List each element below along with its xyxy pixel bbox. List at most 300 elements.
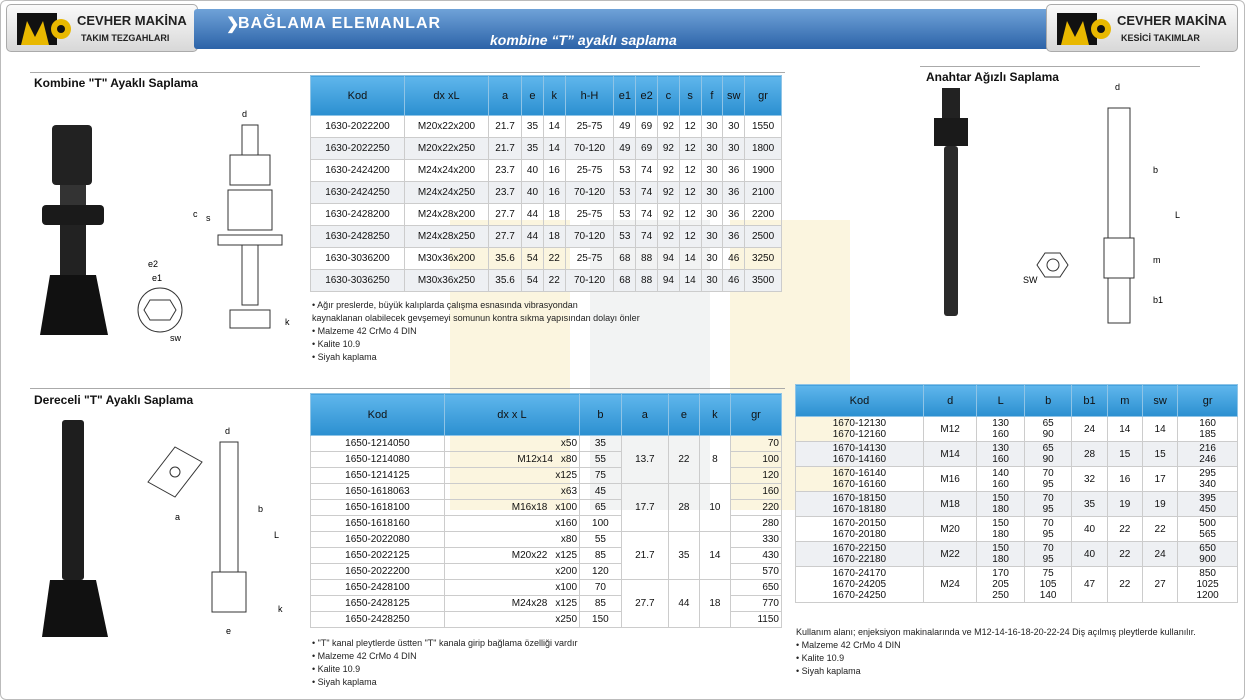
table-row: [796, 467, 1238, 492]
cell-line: 95: [1042, 479, 1054, 490]
table-row: [311, 116, 782, 138]
dereceli-notes: [312, 637, 782, 689]
table-cell: 1650-2022080: [311, 532, 445, 548]
table-cell: 21.7: [489, 116, 522, 138]
cell-line: 1025: [1196, 579, 1219, 590]
column-header: a: [489, 76, 522, 116]
table-cell: 21.7: [621, 532, 668, 580]
cell-line: 250: [992, 590, 1009, 601]
table-cell: M18: [923, 492, 977, 517]
table-cell: [444, 612, 579, 628]
table-cell: 120: [580, 564, 622, 580]
table-cell: 1630-2424250: [311, 182, 405, 204]
table-cell: [444, 452, 579, 468]
table-cell: [796, 467, 924, 492]
column-header: e1: [614, 76, 636, 116]
table-cell: 92: [658, 182, 680, 204]
cell-line: 500: [1199, 518, 1216, 529]
note-line: • Kalite 10.9: [312, 664, 361, 674]
brand-logo-icon: [1055, 11, 1113, 47]
note-line: • "T" kanal pleytlerde üstten "T" kanala girip bağlama özelliği vardır: [312, 638, 578, 648]
title-band: [194, 9, 1052, 49]
table-cell: 40: [522, 160, 544, 182]
table-cell: 150: [580, 612, 622, 628]
length-label: x50: [560, 438, 578, 449]
table-cell: 1630-2022250: [311, 138, 405, 160]
cell-line: 180: [992, 554, 1009, 565]
table-cell: 18: [543, 204, 565, 226]
column-header: b: [1024, 385, 1071, 417]
brand-sub-left: TAKIM TEZGAHLARI: [81, 33, 170, 43]
table-cell: 94: [658, 248, 680, 270]
column-header: e2: [636, 76, 658, 116]
svg-text:L: L: [1175, 210, 1181, 220]
table-cell: 36: [723, 160, 745, 182]
table-cell: 40: [1072, 542, 1107, 567]
table-cell: 88: [636, 248, 658, 270]
kombine-table: [310, 75, 782, 292]
cell-line: 1670-14160: [832, 454, 887, 465]
column-header: b: [580, 394, 622, 436]
cell-line: 95: [1042, 504, 1054, 515]
column-header: e: [522, 76, 544, 116]
svg-text:k: k: [285, 317, 290, 327]
table-cell: 44: [522, 226, 544, 248]
table-cell: 55: [580, 452, 622, 468]
table-cell: 46: [723, 248, 745, 270]
table-cell: 22: [668, 436, 699, 484]
table-cell: 22: [1142, 517, 1177, 542]
table-row: [796, 517, 1238, 542]
table-cell: 10: [699, 484, 730, 532]
table-cell: 25-75: [565, 116, 614, 138]
anahtar-notes: [796, 626, 1241, 678]
cell-line: 1670-14130: [832, 443, 887, 454]
column-header: f: [701, 76, 723, 116]
cell-line: 95: [1042, 554, 1054, 565]
kombine-drawing: [30, 95, 310, 355]
dereceli-table: [310, 393, 782, 628]
table-cell: 40: [1072, 517, 1107, 542]
table-cell: 1650-1618063: [311, 484, 445, 500]
table-cell: 85: [580, 548, 622, 564]
table-cell: [444, 596, 579, 612]
cell-line: 450: [1199, 504, 1216, 515]
svg-text:s: s: [206, 213, 211, 223]
table-cell: [796, 542, 924, 567]
table-cell: 32: [1072, 467, 1107, 492]
table-cell: M20x22x250: [404, 138, 488, 160]
table-cell: 17.7: [621, 484, 668, 532]
table-cell: 70-120: [565, 182, 614, 204]
table-cell: [796, 442, 924, 467]
table-cell: 22: [1107, 517, 1142, 542]
table-cell: 13.7: [621, 436, 668, 484]
table-cell: 36: [723, 226, 745, 248]
cell-line: 185: [1199, 429, 1216, 440]
table-cell: 92: [658, 204, 680, 226]
column-header: e: [668, 394, 699, 436]
table-cell: 49: [614, 116, 636, 138]
svg-text:d: d: [225, 426, 231, 436]
table-cell: 40: [522, 182, 544, 204]
table-row: [311, 182, 782, 204]
dx-label: M16x18: [511, 502, 548, 513]
table-cell: 47: [1072, 567, 1107, 603]
dx-label: M12x14: [517, 454, 553, 465]
dx-label: M20x22: [511, 550, 548, 561]
table-cell: 74: [636, 204, 658, 226]
table-cell: 330: [730, 532, 781, 548]
cell-line: 1200: [1196, 590, 1219, 601]
table-cell: 54: [522, 270, 544, 292]
cell-line: 160: [992, 479, 1009, 490]
column-header: k: [699, 394, 730, 436]
table-cell: [444, 468, 579, 484]
table-cell: 220: [730, 500, 781, 516]
table-cell: 30: [701, 138, 723, 160]
table-cell: [1178, 517, 1238, 542]
table-cell: 16: [543, 160, 565, 182]
table-cell: 54: [522, 248, 544, 270]
table-cell: 68: [614, 270, 636, 292]
cell-line: 150: [992, 493, 1009, 504]
table-cell: 1650-1214080: [311, 452, 445, 468]
table-cell: [1178, 417, 1238, 442]
table-cell: 570: [730, 564, 781, 580]
cell-line: 140: [992, 468, 1009, 479]
table-cell: 15: [1107, 442, 1142, 467]
table-cell: 1650-1618160: [311, 516, 445, 532]
cell-line: 1670-16160: [832, 479, 887, 490]
table-cell: 35.6: [489, 270, 522, 292]
cell-line: 130: [992, 443, 1009, 454]
cell-line: 1670-12130: [832, 418, 887, 429]
column-header: dx x L: [444, 394, 579, 436]
table-cell: 1630-2022200: [311, 116, 405, 138]
length-label: x125: [555, 470, 578, 481]
table-cell: 85: [580, 596, 622, 612]
svg-text:b: b: [258, 504, 264, 514]
table-row: [311, 436, 782, 452]
cell-line: 1670-22150: [832, 543, 887, 554]
logo-right: [1046, 4, 1238, 52]
table-cell: 25-75: [565, 248, 614, 270]
table-cell: [1024, 442, 1071, 467]
cell-line: 900: [1199, 554, 1216, 565]
table-cell: 94: [658, 270, 680, 292]
table-cell: 35: [580, 436, 622, 452]
length-label: x100: [555, 582, 578, 593]
table-cell: [1178, 567, 1238, 603]
table-cell: 22: [543, 270, 565, 292]
table-cell: 25-75: [565, 160, 614, 182]
table-cell: 2500: [745, 226, 782, 248]
table-cell: 1630-3036200: [311, 248, 405, 270]
cell-line: 1670-18150: [832, 493, 887, 504]
table-cell: 30: [723, 116, 745, 138]
table-cell: M22: [923, 542, 977, 567]
column-header: sw: [723, 76, 745, 116]
column-header: Kod: [311, 76, 405, 116]
table-cell: [444, 516, 579, 532]
table-cell: 1150: [730, 612, 781, 628]
table-cell: 70-120: [565, 138, 614, 160]
table-cell: 2200: [745, 204, 782, 226]
page-title: BAĞLAMA ELEMANLAR: [238, 15, 442, 32]
table-cell: 1630-2428250: [311, 226, 405, 248]
cell-line: 65: [1042, 418, 1054, 429]
table-cell: [444, 532, 579, 548]
svg-text:e: e: [226, 626, 232, 636]
cell-line: 65: [1042, 443, 1054, 454]
table-cell: [1178, 442, 1238, 467]
length-label: x125: [555, 598, 578, 609]
table-cell: 75: [580, 468, 622, 484]
section-title-kombine: Kombine "T" Ayaklı Saplama: [34, 76, 198, 90]
table-cell: 27.7: [489, 204, 522, 226]
cell-line: 1670-22180: [832, 554, 887, 565]
table-cell: 1630-2424200: [311, 160, 405, 182]
table-cell: 22: [1107, 542, 1142, 567]
table-row: [311, 160, 782, 182]
cell-line: 70: [1042, 543, 1054, 554]
table-cell: 69: [636, 138, 658, 160]
cell-line: 180: [992, 504, 1009, 515]
table-cell: 16: [1107, 467, 1142, 492]
svg-text:k: k: [278, 604, 283, 614]
table-cell: [1024, 567, 1071, 603]
table-cell: 1650-1214125: [311, 468, 445, 484]
table-cell: 1650-2022125: [311, 548, 445, 564]
table-row: [796, 567, 1238, 603]
table-cell: 1630-2428200: [311, 204, 405, 226]
table-cell: 160: [730, 484, 781, 500]
table-cell: 16: [543, 182, 565, 204]
table-cell: 12: [679, 226, 701, 248]
table-cell: [977, 542, 1024, 567]
table-cell: 24: [1072, 417, 1107, 442]
table-cell: 92: [658, 226, 680, 248]
column-header: b1: [1072, 385, 1107, 417]
table-cell: 1630-3036250: [311, 270, 405, 292]
svg-text:b1: b1: [1153, 295, 1164, 305]
cell-line: 1670-24250: [832, 590, 887, 601]
table-row: [796, 542, 1238, 567]
table-cell: 770: [730, 596, 781, 612]
divider: [30, 72, 785, 73]
table-cell: 430: [730, 548, 781, 564]
cell-line: 130: [992, 418, 1009, 429]
table-cell: [1178, 467, 1238, 492]
cell-line: 150: [992, 518, 1009, 529]
note-line: kaynaklanan olabilecek gevşemeyi somunun kontra sıkma yapısından dolayı önler: [312, 313, 640, 323]
divider: [30, 388, 785, 389]
table-cell: [1024, 417, 1071, 442]
brand-name-left: CEVHER MAKİNA: [77, 13, 187, 28]
table-row: [311, 138, 782, 160]
column-header: c: [658, 76, 680, 116]
cell-line: 295: [1199, 468, 1216, 479]
column-header: a: [621, 394, 668, 436]
table-cell: 14: [679, 248, 701, 270]
table-cell: 92: [658, 160, 680, 182]
svg-text:sw: sw: [170, 333, 181, 343]
table-row: [311, 226, 782, 248]
table-cell: 88: [636, 270, 658, 292]
table-cell: [796, 417, 924, 442]
length-label: x160: [555, 518, 578, 529]
table-cell: 49: [614, 138, 636, 160]
table-cell: 100: [730, 452, 781, 468]
table-cell: 36: [723, 204, 745, 226]
table-cell: 53: [614, 204, 636, 226]
table-cell: 18: [699, 580, 730, 628]
page-subtitle: kombine “T” ayaklı saplama: [490, 32, 677, 48]
table-cell: 18: [543, 226, 565, 248]
table-row: [311, 270, 782, 292]
cell-line: 140: [1039, 590, 1057, 601]
table-cell: 44: [668, 580, 699, 628]
table-cell: 280: [730, 516, 781, 532]
table-cell: 1650-1214050: [311, 436, 445, 452]
table-cell: 12: [679, 182, 701, 204]
chevron-right-icon: ❯: [226, 16, 240, 33]
table-cell: M30x36x200: [404, 248, 488, 270]
table-cell: [1178, 492, 1238, 517]
table-row: [311, 484, 782, 500]
column-header: Kod: [796, 385, 924, 417]
cell-line: 90: [1042, 429, 1054, 440]
svg-text:SW: SW: [1023, 275, 1038, 285]
table-cell: 70: [580, 580, 622, 596]
table-cell: M16: [923, 467, 977, 492]
svg-text:a: a: [175, 512, 181, 522]
table-row: [796, 492, 1238, 517]
note-line: • Siyah kaplama: [796, 666, 861, 676]
cell-line: 1670-16140: [832, 468, 887, 479]
table-cell: 19: [1107, 492, 1142, 517]
table-cell: M12: [923, 417, 977, 442]
table-cell: 21.7: [489, 138, 522, 160]
column-header: dx xL: [404, 76, 488, 116]
brand-name-right: CEVHER MAKİNA: [1117, 13, 1227, 28]
table-cell: 14: [1142, 417, 1177, 442]
note-line: • Malzeme 42 CrMo 4 DIN: [312, 651, 417, 661]
cell-line: 395: [1199, 493, 1216, 504]
table-cell: 14: [679, 270, 701, 292]
table-cell: [444, 548, 579, 564]
length-label: x100: [555, 502, 578, 513]
table-cell: 35: [522, 116, 544, 138]
table-cell: 35: [522, 138, 544, 160]
table-cell: 53: [614, 160, 636, 182]
column-header: sw: [1142, 385, 1177, 417]
section-title-anahtar: Anahtar Ağızlı Saplama: [926, 70, 1059, 84]
table-cell: 74: [636, 182, 658, 204]
table-cell: 30: [701, 270, 723, 292]
table-cell: 120: [730, 468, 781, 484]
table-cell: 92: [658, 138, 680, 160]
table-cell: 35: [668, 532, 699, 580]
cell-line: 160: [992, 454, 1009, 465]
note-line: • Malzeme 42 CrMo 4 DIN: [312, 326, 417, 336]
table-cell: M24: [923, 567, 977, 603]
table-cell: [444, 564, 579, 580]
table-cell: 44: [522, 204, 544, 226]
table-cell: [977, 467, 1024, 492]
cell-line: 1670-20150: [832, 518, 887, 529]
table-cell: [444, 500, 579, 516]
length-label: x80: [560, 454, 578, 465]
logo-left: [6, 4, 198, 52]
table-cell: [977, 417, 1024, 442]
brand-sub-right: KESİCİ TAKIMLAR: [1121, 33, 1200, 43]
column-header: h-H: [565, 76, 614, 116]
table-cell: 3500: [745, 270, 782, 292]
table-row: [796, 442, 1238, 467]
table-cell: 12: [679, 116, 701, 138]
cell-line: 160: [992, 429, 1009, 440]
table-cell: 15: [1142, 442, 1177, 467]
table-cell: M24x24x200: [404, 160, 488, 182]
length-label: x80: [560, 534, 578, 545]
cell-line: 850: [1199, 568, 1216, 579]
table-cell: 65: [580, 500, 622, 516]
svg-text:e1: e1: [152, 273, 163, 283]
table-cell: 27: [1142, 567, 1177, 603]
table-cell: 30: [701, 160, 723, 182]
note-line: • Kalite 10.9: [312, 339, 361, 349]
table-cell: 30: [701, 248, 723, 270]
table-cell: 12: [679, 138, 701, 160]
table-cell: 14: [543, 138, 565, 160]
table-cell: 1650-2428250: [311, 612, 445, 628]
cell-line: 1670-20180: [832, 529, 887, 540]
svg-text:b: b: [1153, 165, 1159, 175]
table-cell: [1024, 492, 1071, 517]
cell-line: 160: [1199, 418, 1216, 429]
note-line: Kullanım alanı; enjeksiyon makinalarında ve M12-14-16-18-20-22-24 Diş açılmış pleytlerde kullanılır.: [796, 627, 1196, 637]
column-header: s: [679, 76, 701, 116]
svg-text:L: L: [274, 530, 280, 540]
cell-line: 70: [1042, 468, 1054, 479]
table-cell: 74: [636, 226, 658, 248]
table-cell: 1650-1618100: [311, 500, 445, 516]
table-cell: 25-75: [565, 204, 614, 226]
table-row: [311, 532, 782, 548]
table-cell: 12: [679, 204, 701, 226]
table-cell: 30: [701, 226, 723, 248]
table-cell: 35.6: [489, 248, 522, 270]
cell-line: 75: [1042, 568, 1054, 579]
cell-line: 70: [1042, 493, 1054, 504]
table-cell: 68: [614, 248, 636, 270]
table-cell: 27.7: [489, 226, 522, 248]
length-label: x125: [555, 550, 578, 561]
cell-line: 70: [1042, 518, 1054, 529]
table-cell: [977, 442, 1024, 467]
table-cell: [444, 580, 579, 596]
note-line: • Malzeme 42 CrMo 4 DIN: [796, 640, 901, 650]
table-cell: 45: [580, 484, 622, 500]
table-cell: 53: [614, 226, 636, 248]
table-cell: [796, 517, 924, 542]
cell-line: 170: [992, 568, 1009, 579]
table-cell: 27.7: [621, 580, 668, 628]
svg-text:d: d: [242, 109, 248, 119]
table-cell: 22: [1107, 567, 1142, 603]
